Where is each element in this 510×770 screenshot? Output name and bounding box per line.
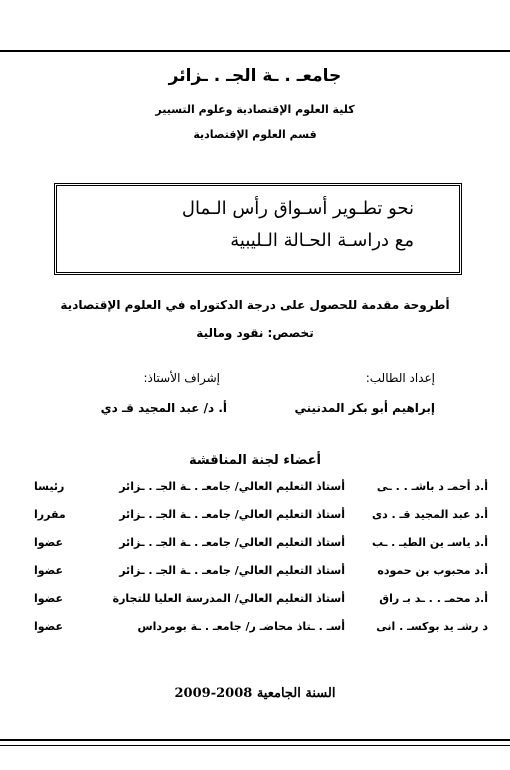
- bottom-rule: [0, 739, 510, 741]
- member-position: أستاذ التعليم العالي/ جامعـ . ـة الجـ . ـزائر: [119, 564, 345, 577]
- thesis-title-line-1: نحو تطـوير أسـواق رأس الـمال: [181, 198, 414, 219]
- member-name: أ.د عبد المجيد قـ . دى: [371, 508, 488, 521]
- committee-row: [0, 564, 510, 586]
- student-label: إعداد الطالب:: [365, 371, 435, 385]
- member-name: أ.د محبوب بن حموده: [377, 564, 488, 577]
- bottom-rule-thin: [0, 745, 510, 746]
- committee-title: أعضاء لجنة المناقشة: [188, 453, 322, 468]
- member-position: أسـ . ـتاذ محاضـ ر/ جامعـ . ـة بومرداس: [137, 620, 345, 633]
- committee-row: [0, 508, 510, 530]
- specialization: تخصص: نقود ومالية: [196, 326, 314, 340]
- faculty-name: كلية العلوم الإقتصادية وعلوم التسيير: [155, 103, 355, 116]
- committee-row: [0, 480, 510, 502]
- department-name: قسم العلوم الإقتصادية: [193, 128, 317, 141]
- member-name: أ.د محمـ . . ـد بـ راق: [379, 592, 488, 605]
- thesis-title-line-2: مع دراسـة الحـالة الـليبية: [230, 230, 414, 251]
- member-role: رئيسا: [34, 480, 65, 493]
- member-position: أستاذ التعليم العالي/ جامعـ . ـة الجـ . ـزائر: [119, 480, 345, 493]
- supervisor-name: أ. د/ عبد المجيد قـ دي: [100, 401, 227, 415]
- committee-row: [0, 620, 510, 642]
- member-position: أستاذ التعليم العالي/ جامعـ . ـة الجـ . ـزائر: [119, 508, 345, 521]
- member-role: عضوا: [34, 536, 64, 549]
- supervisor-label: إشراف الأستاذ:: [143, 371, 220, 385]
- top-rule: [0, 50, 510, 52]
- member-position: أستاذ التعليم العالي/ جامعـ . ـة الجـ . ـزائر: [119, 536, 345, 549]
- member-role: عضوا: [34, 564, 64, 577]
- member-name: أ.د ياسـ ين الطيـ . ـب: [371, 536, 488, 549]
- member-role: مقررا: [34, 508, 66, 521]
- committee-row: [0, 592, 510, 614]
- student-name: إبراهيم أبو بكر المدنيني: [294, 401, 435, 415]
- university-name: جامعـ . ـة الجـ . ـزائر: [168, 66, 342, 86]
- member-name: أ.د أحمـ د باشـ . . ـى: [376, 480, 488, 493]
- thesis-note: أطروحة مقدمة للحصول على درجة الدكتوراه في العلوم الإقتصادية: [60, 298, 450, 312]
- committee-row: [0, 536, 510, 558]
- member-position: أستاذ التعليم العالي/ المدرسة العليا للتجارة: [112, 592, 345, 605]
- thesis-title-box: [54, 183, 462, 275]
- member-name: د رشـ يد بوكسـ . انى: [376, 620, 488, 633]
- member-role: عضوا: [34, 592, 64, 605]
- academic-year: السنة الجامعية 2008-2009: [174, 686, 336, 701]
- member-role: عضوا: [34, 620, 64, 633]
